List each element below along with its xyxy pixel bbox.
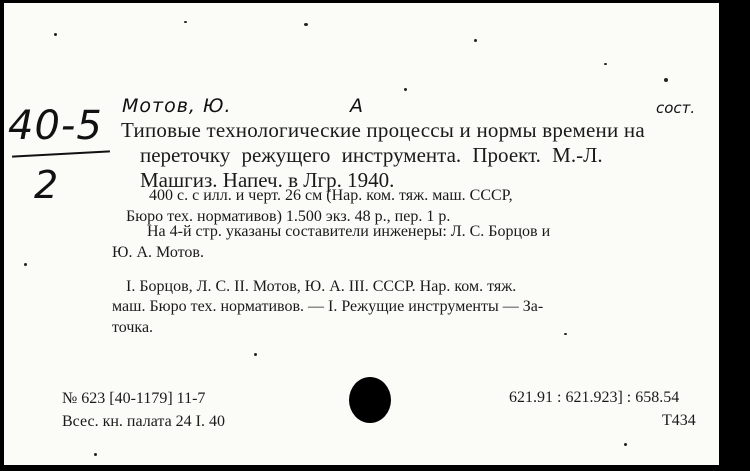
note-line: На 4-й стр. указаны составители инженеры: Л. С. Борцов и	[147, 223, 551, 240]
title-line: Машгиз. Напеч. в Лгр. 1940.	[140, 168, 395, 192]
classmark-bottom: 2	[34, 163, 59, 207]
punch-hole	[349, 377, 391, 423]
dust-speck	[254, 353, 257, 356]
dust-speck	[564, 333, 567, 335]
dust-speck	[624, 443, 627, 446]
t-code: Т434	[662, 412, 696, 429]
note-line: Ю. А. Мотов.	[112, 244, 204, 261]
record-number: № 623 [40-1179] 11-7	[62, 390, 206, 407]
title-line: Типовые технологические процессы и нормы времени на	[121, 118, 645, 142]
dust-speck	[24, 263, 27, 266]
classmark-top: 40-5	[8, 103, 103, 149]
dust-speck	[304, 23, 308, 26]
classmark-divider	[12, 150, 110, 157]
dust-speck	[94, 453, 97, 456]
author-letter: А	[350, 95, 363, 117]
dust-speck	[54, 33, 57, 36]
dust-speck	[474, 39, 477, 42]
tracing-line: маш. Бюро тех. нормативов. — I. Режущие инструменты — За-	[112, 298, 544, 315]
dust-speck	[184, 21, 187, 23]
dust-speck	[404, 88, 407, 91]
compiler-note: сост.	[656, 99, 696, 117]
tracing-line: точка.	[112, 319, 154, 336]
author-handwritten: Мотов, Ю.	[122, 95, 232, 117]
title-line: переточку режущего инструмента. Проект. М.-Л.	[140, 143, 603, 167]
book-chamber-line: Всес. кн. палата 24 I. 40	[62, 413, 225, 430]
collation-line: Бюро тех. нормативов) 1.500 экз. 48 р., пер. 1 р.	[126, 208, 451, 225]
catalog-card	[4, 3, 719, 465]
collation-line: 400 с. с илл. и черт. 26 см (Нар. ком. тяж. маш. СССР,	[149, 187, 513, 204]
dust-speck	[604, 63, 607, 65]
udc-classification: 621.91 : 621.923] : 658.54	[509, 389, 680, 406]
tracing-line: I. Борцов, Л. С. II. Мотов, Ю. А. III. СССР. Нар. ком. тяж.	[126, 278, 517, 295]
dust-speck	[664, 78, 668, 82]
scan-border	[719, 0, 750, 471]
